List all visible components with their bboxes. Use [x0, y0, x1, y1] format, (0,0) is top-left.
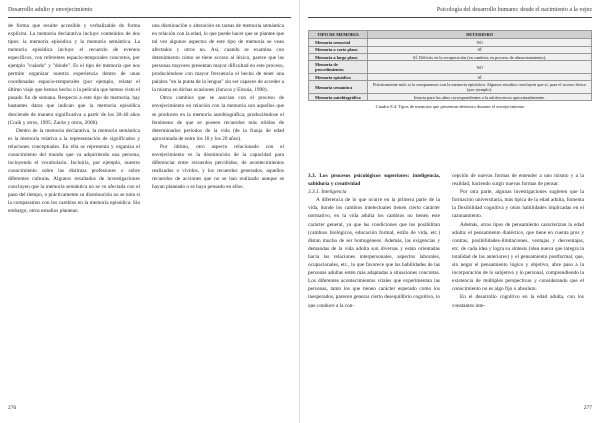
left-col1-paragraph: de forma que resulte accesible y verbalizable de forma explícita. La memoria declarativa incluye contenidos de dos tipos: la memoria episódica y la memoria semántica. La memoria episódica incluye el recuerdo de eventos específicos, con referentes espacio-temporales concretos, por ejemplo "cuándo" y "dónde". Es el tipo de memoria que nos permite organizar nuestra experiencia dentro de unas coordenadas espacio-temporales (por ejemplo, relatar el último viaje que hemos hecho o la película que hemos visto el pasado fin de semana. Respecto a este tipo de memoria, hay bastantes datos que indican que la memoria episódica desciende de manera significativa a partir de los 30-40 años (Craik y otros, 1995; Zacks y otros, 2000).: [8, 23, 140, 126]
table-cell: SÍ: [368, 73, 592, 80]
right-col2-paragraph: Además, otros tipos de pensamiento caracterizan la edad adulta: el pensamiento dialéctico, que tiene en cuenta pros y contras, posibilidades-limitaciones, ventajas y desventajas, etc. de cada idea y logra su síntesis (idea nueva que integra la totalidad de las anteriores) y el pensamiento postformal, que, sin negar el pensamiento lógico y objetivo, abre paso a la incorporación de lo subjetivo y lo personal, comprendiendo la existencia de múltiples perspectivas y considerando que el conocimiento no es algo fijo o absoluto.: [452, 221, 584, 293]
right-running-head: Psicología del desarrollo humano: desde el nacimiento a la vejez: [436, 7, 592, 13]
left-column-1: [8, 22, 140, 215]
right-header-rule: [308, 17, 592, 18]
left-col2-paragraph: Por último, otro aspecto relacionado con el envejecimiento es la disminución de la capacidad para diferenciar entre recuerdos percibidos, de acontecimientos realizados o vividos, y los recuerdos generados, aquellos recuerdos de acciones que no se han realizado aunque se hayan planeado o se haya pensado en ellos.: [152, 143, 284, 190]
table-row: [309, 73, 592, 80]
right-col2-paragraph: Por otra parte, algunas investigaciones sugieren que la formación universitaria, más típica de la edad adulta, fomenta la flexibilidad cognitiva y otras habilidades implicadas en el razonamiento.: [452, 189, 584, 220]
table-row: [309, 61, 592, 74]
table-cell: Memoria semántica: [309, 81, 368, 94]
table-cell: Memoria sensorial: [309, 39, 368, 46]
memory-table-wrapper: [308, 30, 592, 109]
table-row: [309, 81, 592, 94]
table-row: [309, 46, 592, 53]
table-cell: Memoria a largo plazo: [309, 53, 368, 60]
left-page-number: 276: [8, 405, 17, 411]
left-column-2: [152, 22, 284, 191]
table-cell: Prácticamente nulo si la comparamos con la memoria episódica. Algunos estudios concluyen que sí, para el acceso léxico (por ejemplo).: [368, 81, 592, 94]
table-cell: NO: [368, 61, 592, 74]
section-title: 3.3. Los procesos psicológicos superiores: inteligencia, sabiduría y creatividad: [308, 173, 440, 188]
right-col1-paragraph: A diferencia de lo que ocurre en la primera parte de la vida, donde los cambios intelectuales tienen cierto carácter normativo, en la vida adulta los cambios no tienen este carácter general, ya que las condiciones que los posibilitan (cambios biológicos, educación formal, estilo de vida, etc.) distan mucho de ser homogéneos. Además, las exigencias y demandas de la vida adulta son diversas y están orientadas hacia las relaciones interpersonales, aspectos laborales, ocupacionales, etc., lo que favorece que las habilidades de las personas adultas estén más adaptadas a situaciones concretas. Los diferentes acontecimientos vitales que experimentan las personas, tanto los que tienen carácter esperado como los inesperados, parecen generar cierto desequilibrio cognitivo, lo que conduce a la con-: [308, 197, 440, 309]
table-row: [309, 39, 592, 46]
right-col2-paragraph: cepción de nuevas formas de entender a uno mismo y a la realidad, haciendo surgir nuevas formas de pensar.: [452, 173, 584, 188]
table-cell: Memoria de procedimientos: [309, 61, 368, 74]
table-cell: Intacta para los años correspondientes a la adolescencia aproximadamente.: [368, 93, 592, 100]
table-cell: SÍ. Déficits en la recuperación (en cambios en proceso de almacenamiento).: [368, 53, 592, 60]
memory-deterioration-table: [308, 30, 592, 101]
right-column-1: [308, 172, 440, 310]
table-header-deterioro: DETERIORO: [368, 31, 592, 39]
right-column-2: [452, 172, 584, 310]
left-col2-paragraph: una disminución o alteración en tareas de memoria semántica en relación con la edad, lo que puede hacer que se plantee que tal vez algunos aspectos de este tipo de memoria se vean afectados y otros no. Así, cuando se examina con detenimiento cómo se tiene acceso al léxico, parece que las personas mayores presentan mayor dificultad en este proceso, produciéndose con mayor frecuencia el hecho de tener una palabra "en la punta de la lengua" sin ser capaces de acceder a la misma en dichas ocasiones (Juncos y Elosúa, 1998).: [152, 23, 284, 94]
left-col1-paragraph: Dentro de la memoria declarativa, la memoria semántica es la memoria relativa a la representación de significados y relaciones conceptuales. En ella se representa y organiza el conocimiento del mundo que va adquiriendo una persona, incluyendo el vocabulario. Incluiría, por ejemplo, nuestro conocimiento sobre las distintas profesiones o sobre diferentes culturas. Algunos resultados de investigaciones concluyen que la memoria semántica no se ve afectada con el paso del tiempo, o prácticamente su disminución no se nota si la comparamos con los cambios en la memoria episódica. Sin embargo, otros estudios plantean: [8, 127, 140, 215]
subsection-title: 3.3.1. Inteligencia: [308, 189, 347, 196]
table-cell: Memoria episódica: [309, 73, 368, 80]
table-header-tipo: TIPO DE MEMORIA: [309, 31, 368, 39]
table-cell: SÍ: [368, 46, 592, 53]
table-cell: Memoria a corto plazo: [309, 46, 368, 53]
table-cell: Memoria autobiográfica: [309, 93, 368, 100]
table-caption: Cuadro 8.4. Tipos de memoria que presentan deterioro durante el envejecimiento: [375, 104, 525, 110]
right-page-number: 277: [583, 405, 592, 411]
table-row: [309, 53, 592, 60]
left-col2-paragraph: Otros cambios que se asocian con el proceso de envejecimiento en relación con la memoria son aquellos que se producen en la memoria autobiográfica, produciéndose el fenómeno de que se poseen recuerdos más nítidos de determinados periodos de la vida (de la franja de edad aproximada de entre los 10 y los 20 años).: [152, 95, 284, 142]
right-page: [300, 0, 600, 423]
left-running-head: Desarrollo adulto y envejecimiento: [8, 7, 93, 13]
table-cell: NO: [368, 39, 592, 46]
left-header-rule: [8, 17, 291, 18]
table-row: [309, 93, 592, 100]
right-col2-paragraph: En el desarrollo cognitivo en la edad adulta, con los constantes inte-: [452, 294, 584, 309]
